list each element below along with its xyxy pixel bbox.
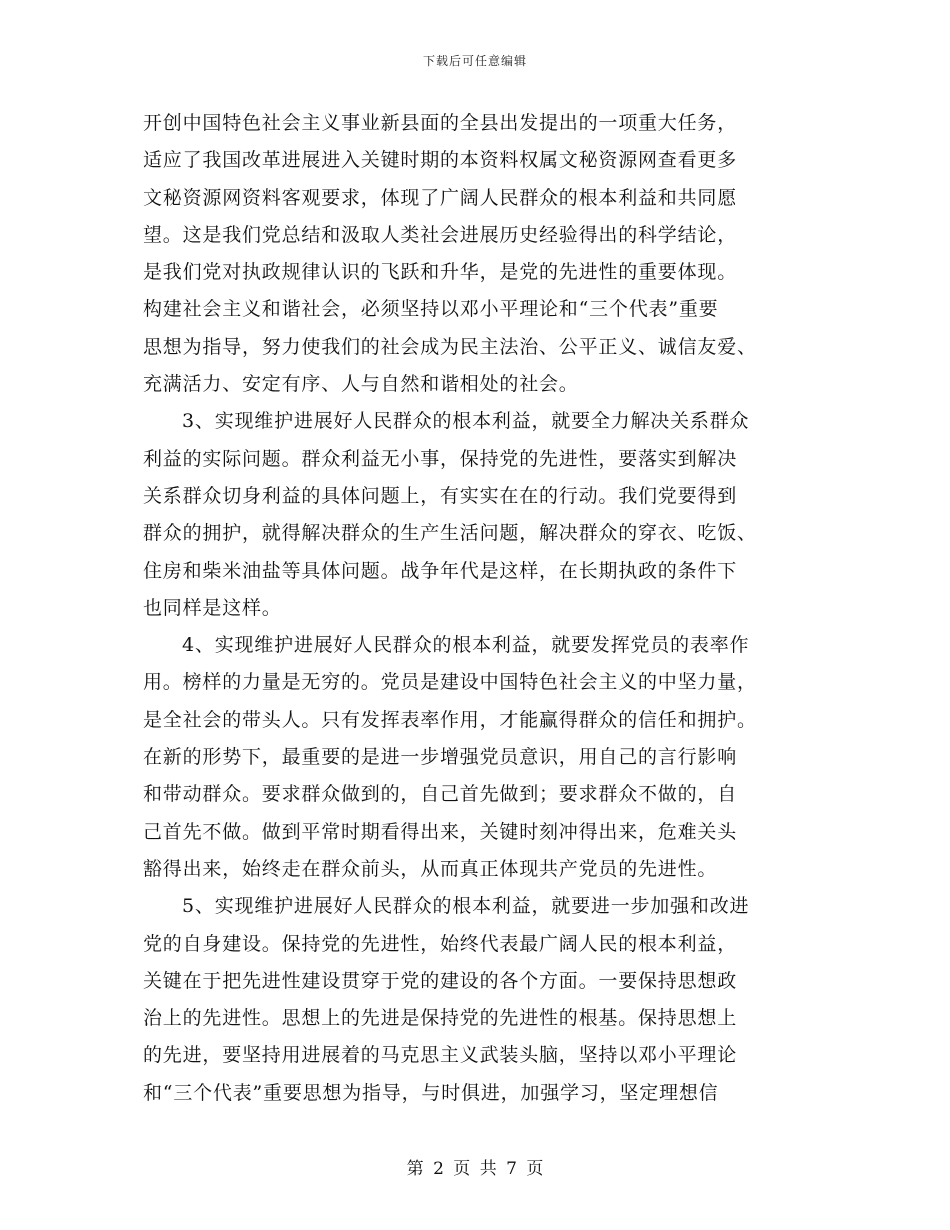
paragraph-start-line: 5、实现维护进展好人民群众的根本利益，就要进一步加强和改进 bbox=[182, 895, 750, 918]
body-line: 构建社会主义和谐社会，必须坚持以邓小平理论和“三个代表”重要 bbox=[143, 298, 719, 321]
body-line: 住房和柴米油盐等具体问题。战争年代是这样，在长期执政的条件下 bbox=[143, 559, 738, 582]
body-line: 关键在于把先进性建设贯穿于党的建设的各个方面。一要保持思想政 bbox=[143, 969, 738, 992]
body-line: 群众的拥护，就得解决群众的生产生活问题，解决群众的穿衣、吃饭、 bbox=[143, 522, 757, 545]
body-line: 文秘资源网资料客观要求，体现了广阔人民群众的根本利益和共同愿 bbox=[143, 186, 738, 209]
body-line: 适应了我国改革进展进入关键时期的本资料权属文秘资源网查看更多 bbox=[143, 149, 738, 172]
body-line: 己首先不做。做到平常时期看得出来，关键时刻冲得出来，危难关头 bbox=[143, 820, 738, 843]
document-body bbox=[143, 105, 811, 1112]
body-line: 是全社会的带头人。只有发挥表率作用，才能赢得群众的信任和拥护。 bbox=[143, 708, 757, 731]
body-line: 利益的实际问题。群众利益无小事，保持党的先进性，要落实到解决 bbox=[143, 447, 738, 470]
body-line: 开创中国特色社会主义事业新县面的全县出发提出的一项重大任务， bbox=[143, 112, 738, 134]
page-header-note: 下载后可任意编辑 bbox=[422, 54, 527, 68]
body-line: 和“三个代表”重要思想为指导，与时俱进，加强学习，坚定理想信 bbox=[143, 1081, 719, 1104]
paragraph-start-line: 4、实现维护进展好人民群众的根本利益，就要发挥党员的表率作 bbox=[182, 634, 750, 657]
body-line: 在新的形势下，最重要的是进一步增强党员意识，用自己的言行影响 bbox=[143, 746, 738, 769]
body-line: 也同样是这样。 bbox=[143, 596, 282, 619]
body-line: 和带动群众。要求群众做到的，自己首先做到；要求群众不做的，自 bbox=[143, 783, 738, 806]
body-line: 用。榜样的力量是无穷的。党员是建设中国特色社会主义的中坚力量， bbox=[143, 671, 757, 694]
body-line: 豁得出来，始终走在群众前头，从而真正体现共产党员的先进性。 bbox=[143, 857, 718, 880]
page-number-footer: 第 2 页 共 7 页 bbox=[406, 1159, 544, 1179]
body-line: 充满活力、安定有序、人与自然和谐相处的社会。 bbox=[143, 373, 579, 396]
body-line: 治上的先进性。思想上的先进是保持党的先进性的根基。保持思想上 bbox=[143, 1007, 738, 1030]
body-line: 是我们党对执政规律认识的飞跃和升华，是党的先进性的重要体现。 bbox=[143, 261, 738, 284]
body-line: 党的自身建设。保持党的先进性，始终代表最广阔人民的根本利益， bbox=[143, 932, 738, 955]
paragraph-start-line: 3、实现维护进展好人民群众的根本利益，就要全力解决关系群众 bbox=[182, 410, 750, 433]
body-line: 关系群众切身利益的具体问题上，有实实在在的行动。我们党要得到 bbox=[143, 484, 738, 507]
body-line: 的先进，要坚持用进展着的马克思主义武装头脑，坚持以邓小平理论 bbox=[143, 1044, 738, 1067]
body-line: 思想为指导，努力使我们的社会成为民主法治、公平正义、诚信友爱、 bbox=[143, 335, 757, 358]
body-line: 望。这是我们党总结和汲取人类社会进展历史经验得出的科学结论， bbox=[143, 223, 738, 246]
